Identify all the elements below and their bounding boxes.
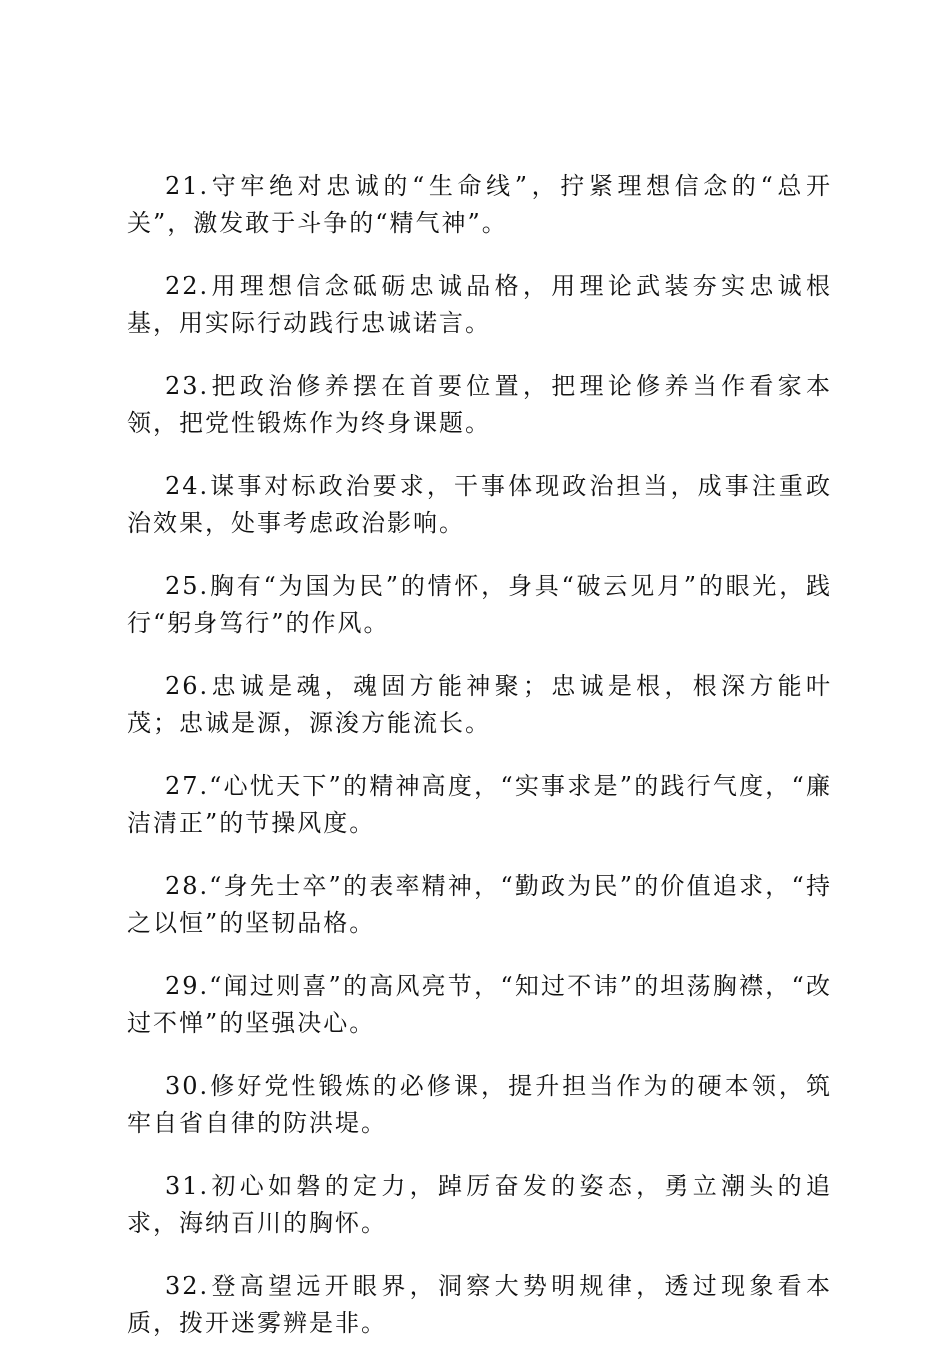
item-32: 32.登高望远开眼界，洞察大势明规律，透过现象看本质，拨开迷雾辨是非。 (127, 1272, 832, 1337)
item-31: 31.初心如磐的定力，踔厉奋发的姿态，勇立潮头的追求，海纳百川的胸怀。 (127, 1172, 832, 1237)
document-body (127, 168, 832, 1368)
item-27: 27.“心忧天下”的精神高度，“实事求是”的践行气度，“廉洁清正”的节操风度。 (127, 772, 832, 837)
item-26: 26.忠诚是魂，魂固方能神聚；忠诚是根，根深方能叶茂；忠诚是源，源浚方能流长。 (127, 672, 832, 737)
item-30: 30.修好党性锻炼的必修课，提升担当作为的硬本领，筑牢自省自律的防洪堤。 (127, 1072, 832, 1137)
item-21: 21.守牢绝对忠诚的“生命线”，拧紧理想信念的“总开关”，激发敢于斗争的“精气神”。 (127, 172, 832, 237)
item-28: 28.“身先士卒”的表率精神，“勤政为民”的价值追求，“持之以恒”的坚韧品格。 (127, 872, 832, 937)
item-24: 24.谋事对标政治要求，干事体现政治担当，成事注重政治效果，处事考虑政治影响。 (127, 472, 832, 537)
item-22: 22.用理想信念砥砺忠诚品格，用理论武装夯实忠诚根基，用实际行动践行忠诚诺言。 (127, 272, 832, 337)
item-23: 23.把政治修养摆在首要位置，把理论修养当作看家本领，把党性锻炼作为终身课题。 (127, 372, 832, 437)
item-29: 29.“闻过则喜”的高风亮节，“知过不讳”的坦荡胸襟，“改过不惮”的坚强决心。 (127, 972, 832, 1037)
item-25: 25.胸有“为国为民”的情怀，身具“破云见月”的眼光，践行“躬身笃行”的作风。 (127, 572, 832, 637)
